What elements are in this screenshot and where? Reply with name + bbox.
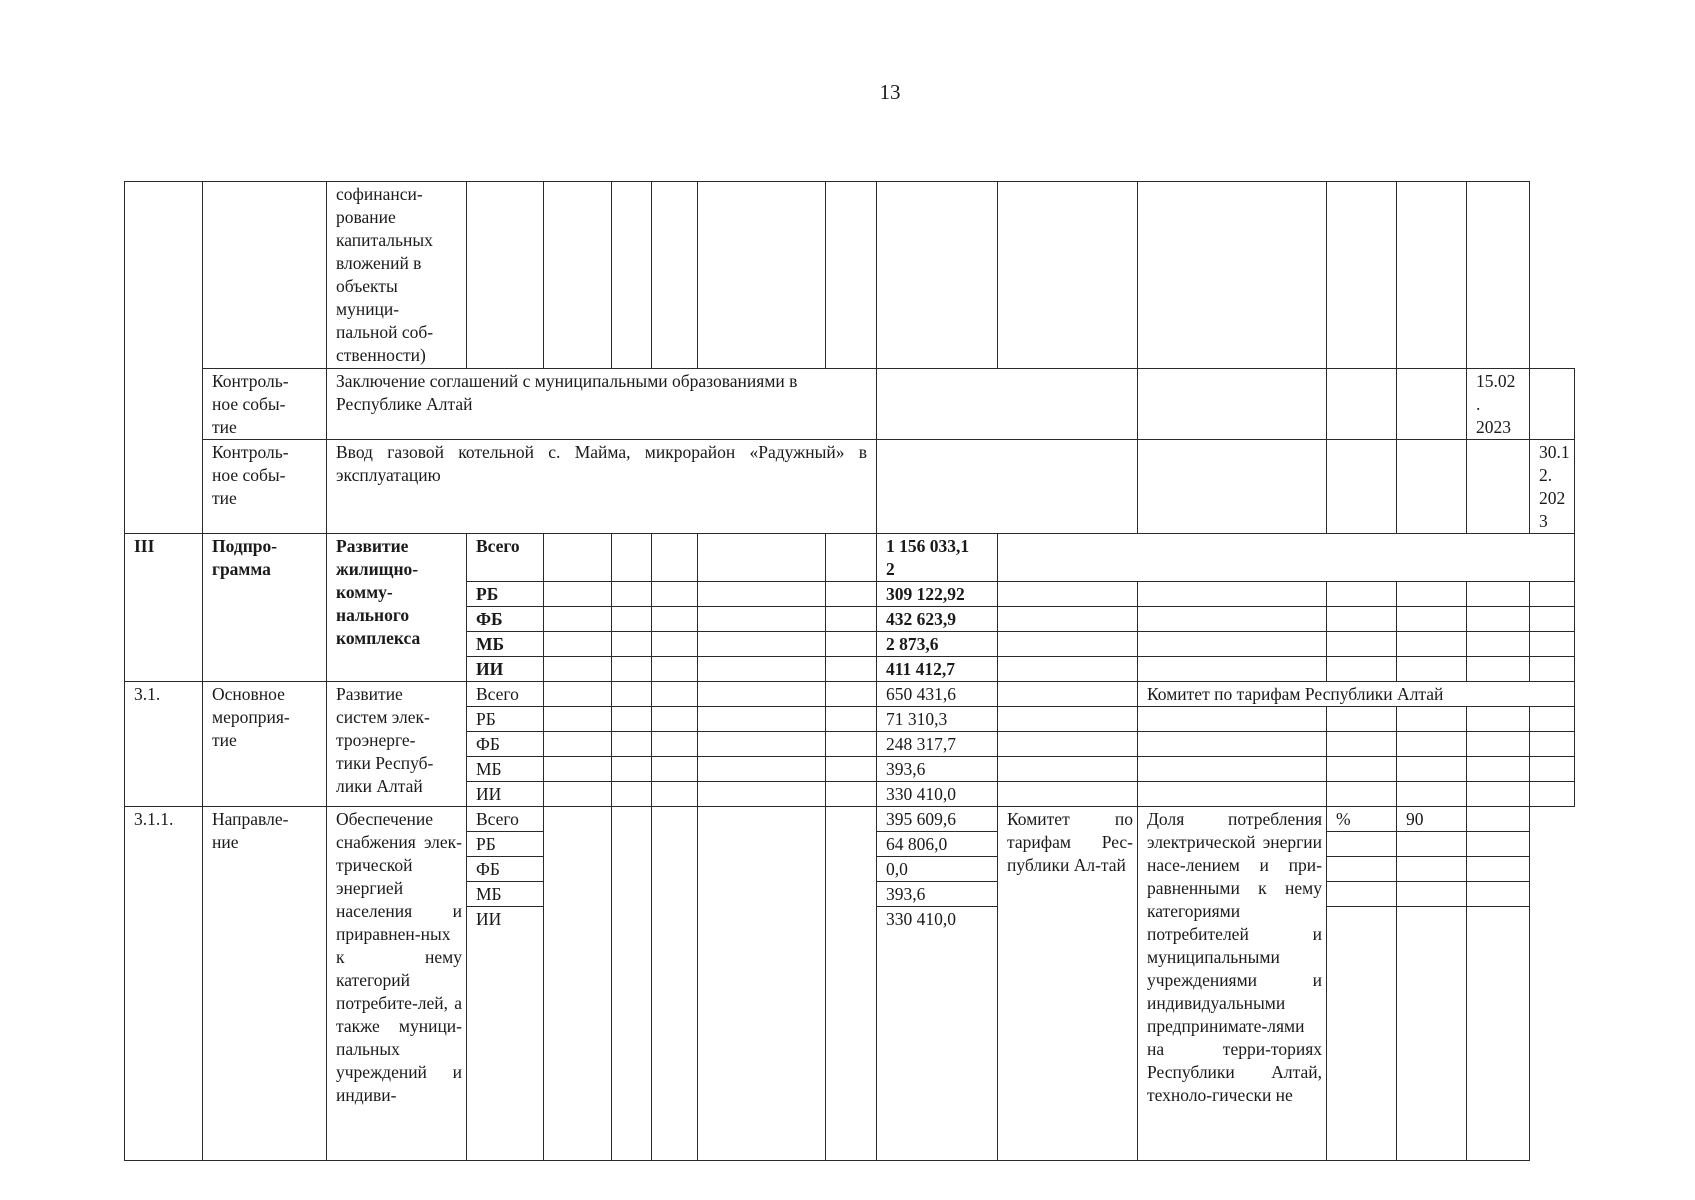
funding-amount: 0,0 <box>877 857 998 882</box>
cell-purpose: софинанси- рование капитальных вложений в объекты муници- пальной соб- ственности) <box>327 182 467 369</box>
activity-number: 3.1. <box>125 682 203 807</box>
direction-executor: Комитет по тарифам Рес-публики Ал-тай <box>998 807 1138 1161</box>
cell-type <box>203 182 327 369</box>
funding-source: ИИ <box>467 907 544 1161</box>
table-row <box>125 534 1575 582</box>
funding-amount: 432 623,9 <box>877 607 998 632</box>
funding-amount: 395 609,6 <box>877 807 998 832</box>
control-event-date: 30.1 2. 202 3 <box>1530 440 1575 534</box>
subprogram-name: Развитие жилищно- комму- нального комплекса <box>327 534 467 682</box>
direction-indicator: Доля потребления электрической энергии насе-лением и при-равненными к нему категориями потребителей и муниципальными учреждениями и индивидуальными предпринимате-лями на терри-ториях Республики Алтай, техноло-гически не <box>1138 807 1327 1161</box>
funding-amount: 393,6 <box>877 882 998 907</box>
indicator-value: 90 <box>1397 807 1467 832</box>
activity-name: Развитие систем элек- троэнерге- тики Респуб- лики Алтай <box>327 682 467 807</box>
funding-source: Всего <box>467 807 544 832</box>
funding-amount: 64 806,0 <box>877 832 998 857</box>
funding-amount: 393,6 <box>877 757 998 782</box>
funding-source: МБ <box>467 632 544 657</box>
funding-amount: 248 317,7 <box>877 732 998 757</box>
funding-source: Всего <box>467 534 544 582</box>
control-event-description: Ввод газовой котельной с. Майма, микрорайон «Радужный» в эксплуатацию <box>327 440 877 534</box>
funding-source: ИИ <box>467 657 544 682</box>
subprogram-type: Подпро- грамма <box>203 534 327 682</box>
funding-source: РБ <box>467 832 544 857</box>
funding-amount: 2 873,6 <box>877 632 998 657</box>
funding-source: РБ <box>467 707 544 732</box>
funding-source: МБ <box>467 757 544 782</box>
table-row <box>125 682 1575 707</box>
funding-amount: 330 410,0 <box>877 782 998 807</box>
control-event-date: 15.02 . 2023 <box>1467 369 1530 440</box>
program-table <box>124 181 1575 1161</box>
table-row <box>125 807 1575 832</box>
direction-name: Обеспечение снабжения элек-трической энергией населения и приравнен-ных к нему категорий потребите-лей, а также муници-пальных учреждений и индиви- <box>327 807 467 1161</box>
funding-source: Всего <box>467 682 544 707</box>
control-event-label: Контроль- ное собы- тие <box>203 440 327 534</box>
table-row <box>125 182 1575 369</box>
control-event-description: Заключение соглашений с муниципальными образованиями в Республике Алтай <box>327 369 877 440</box>
funding-amount: 1 156 033,1 2 <box>877 534 998 582</box>
page-number: 13 <box>879 80 901 104</box>
cell-number <box>125 182 203 534</box>
funding-source: ФБ <box>467 857 544 882</box>
direction-number: 3.1.1. <box>125 807 203 1161</box>
indicator-unit: % <box>1327 807 1397 832</box>
funding-amount: 650 431,6 <box>877 682 998 707</box>
funding-source: ИИ <box>467 782 544 807</box>
activity-type: Основное мероприя- тие <box>203 682 327 807</box>
funding-source: ФБ <box>467 732 544 757</box>
direction-type: Направле- ние <box>203 807 327 1161</box>
table-row <box>125 440 1575 534</box>
funding-source: МБ <box>467 882 544 907</box>
funding-amount: 309 122,92 <box>877 582 998 607</box>
activity-executor: Комитет по тарифам Республики Алтай <box>1138 682 1575 707</box>
funding-amount: 71 310,3 <box>877 707 998 732</box>
funding-source: РБ <box>467 582 544 607</box>
funding-source: ФБ <box>467 607 544 632</box>
funding-amount: 411 412,7 <box>877 657 998 682</box>
control-event-label: Контроль- ное собы- тие <box>203 369 327 440</box>
subprogram-number: III <box>125 534 203 682</box>
funding-amount: 330 410,0 <box>877 907 998 1161</box>
table-row <box>125 369 1575 440</box>
